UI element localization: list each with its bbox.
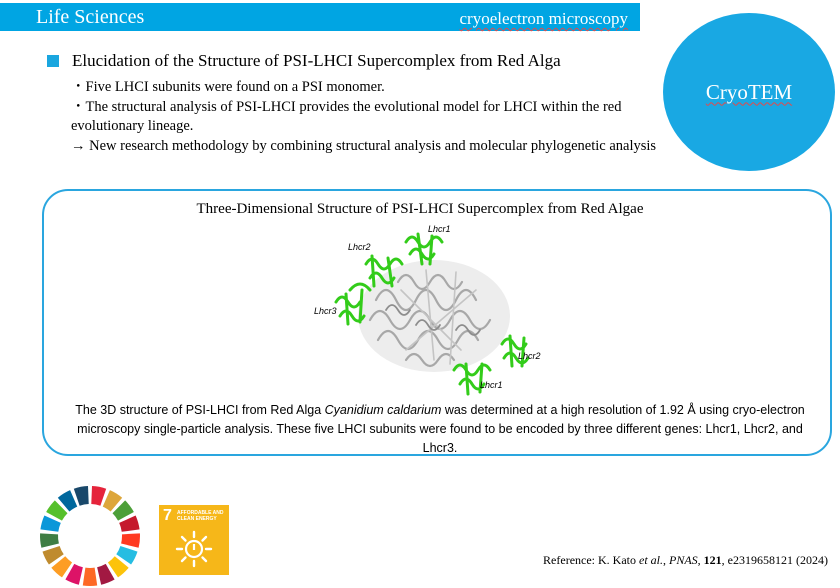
topic-tag: cryoelectron microscopy (459, 9, 628, 28)
main-heading: Elucidation of the Structure of PSI-LHCI Supercomplex from Red Alga (72, 51, 561, 70)
heading-bullet-icon (47, 55, 59, 67)
sdg-wheel-segment (83, 568, 97, 586)
badge-label: CryoTEM (705, 79, 793, 104)
sdg-wheel-icon (38, 484, 142, 588)
ref-rest: , e2319658121 (2024) (721, 553, 828, 567)
sdg7-tile (159, 505, 229, 575)
point-item: ・Five LHCI subunits were found on a PSI monomer. (71, 79, 385, 95)
sdg-wheel-segment (74, 486, 89, 506)
ref-sep: , (663, 553, 669, 567)
ref-volume: 121 (703, 553, 722, 567)
ref-sep: , (697, 553, 704, 567)
cryotem-badge (663, 13, 835, 171)
caption-part2: was determined at a high resolution of 1.92 Å using cryo-electron microscopy single-particle analysis. These five LHCI subunits were found to be encoded by three different genes: Lhcr1, Lhcr2, and Lhcr3. (77, 403, 805, 455)
lhcr3-label: Lhcr3 (314, 306, 337, 316)
section-title: Life Sciences (36, 6, 145, 28)
reference-citation (543, 553, 828, 567)
sun-power-icon (174, 529, 214, 569)
figure-title: Three-Dimensional Structure of PSI-LHCI Supercomplex from Red Algae (196, 201, 644, 217)
lhcr2-top-label: Lhcr2 (348, 242, 371, 252)
sdg-goal-text: AFFORDABLE AND CLEAN ENERGY (177, 510, 224, 522)
sdg-goal-number: 7 (163, 507, 172, 524)
sdg-wheel-segment (91, 486, 106, 506)
caption-part1: The 3D structure of PSI-LHCI from Red Alga (75, 403, 325, 417)
lhcr1-bottom-label: Lhcr1 (480, 380, 503, 390)
point-item: → New research methodology by combining structural analysis and molecular phylogenetic analysis (71, 137, 657, 154)
key-points (71, 78, 661, 156)
figure-caption (70, 401, 810, 458)
ref-journal: PNAS (669, 553, 698, 567)
sdg-wheel-segment (121, 533, 140, 547)
caption-species: Cyanidium caldarium (324, 403, 442, 417)
lhcr1-top-label: Lhcr1 (428, 224, 451, 234)
header-bar (0, 3, 640, 31)
point-item: ・The structural analysis of PSI-LHCI provides the evolutional model for LHCI within the red evolutionary lineage. (71, 98, 622, 134)
sdg-wheel-segment (40, 533, 59, 547)
lhcr2-bottom-label: Lhcr2 (518, 351, 541, 361)
psi-lhci-structure-image (306, 220, 562, 396)
ref-etal: et al. (639, 553, 663, 567)
ref-prefix: Reference: K. Kato (543, 553, 639, 567)
